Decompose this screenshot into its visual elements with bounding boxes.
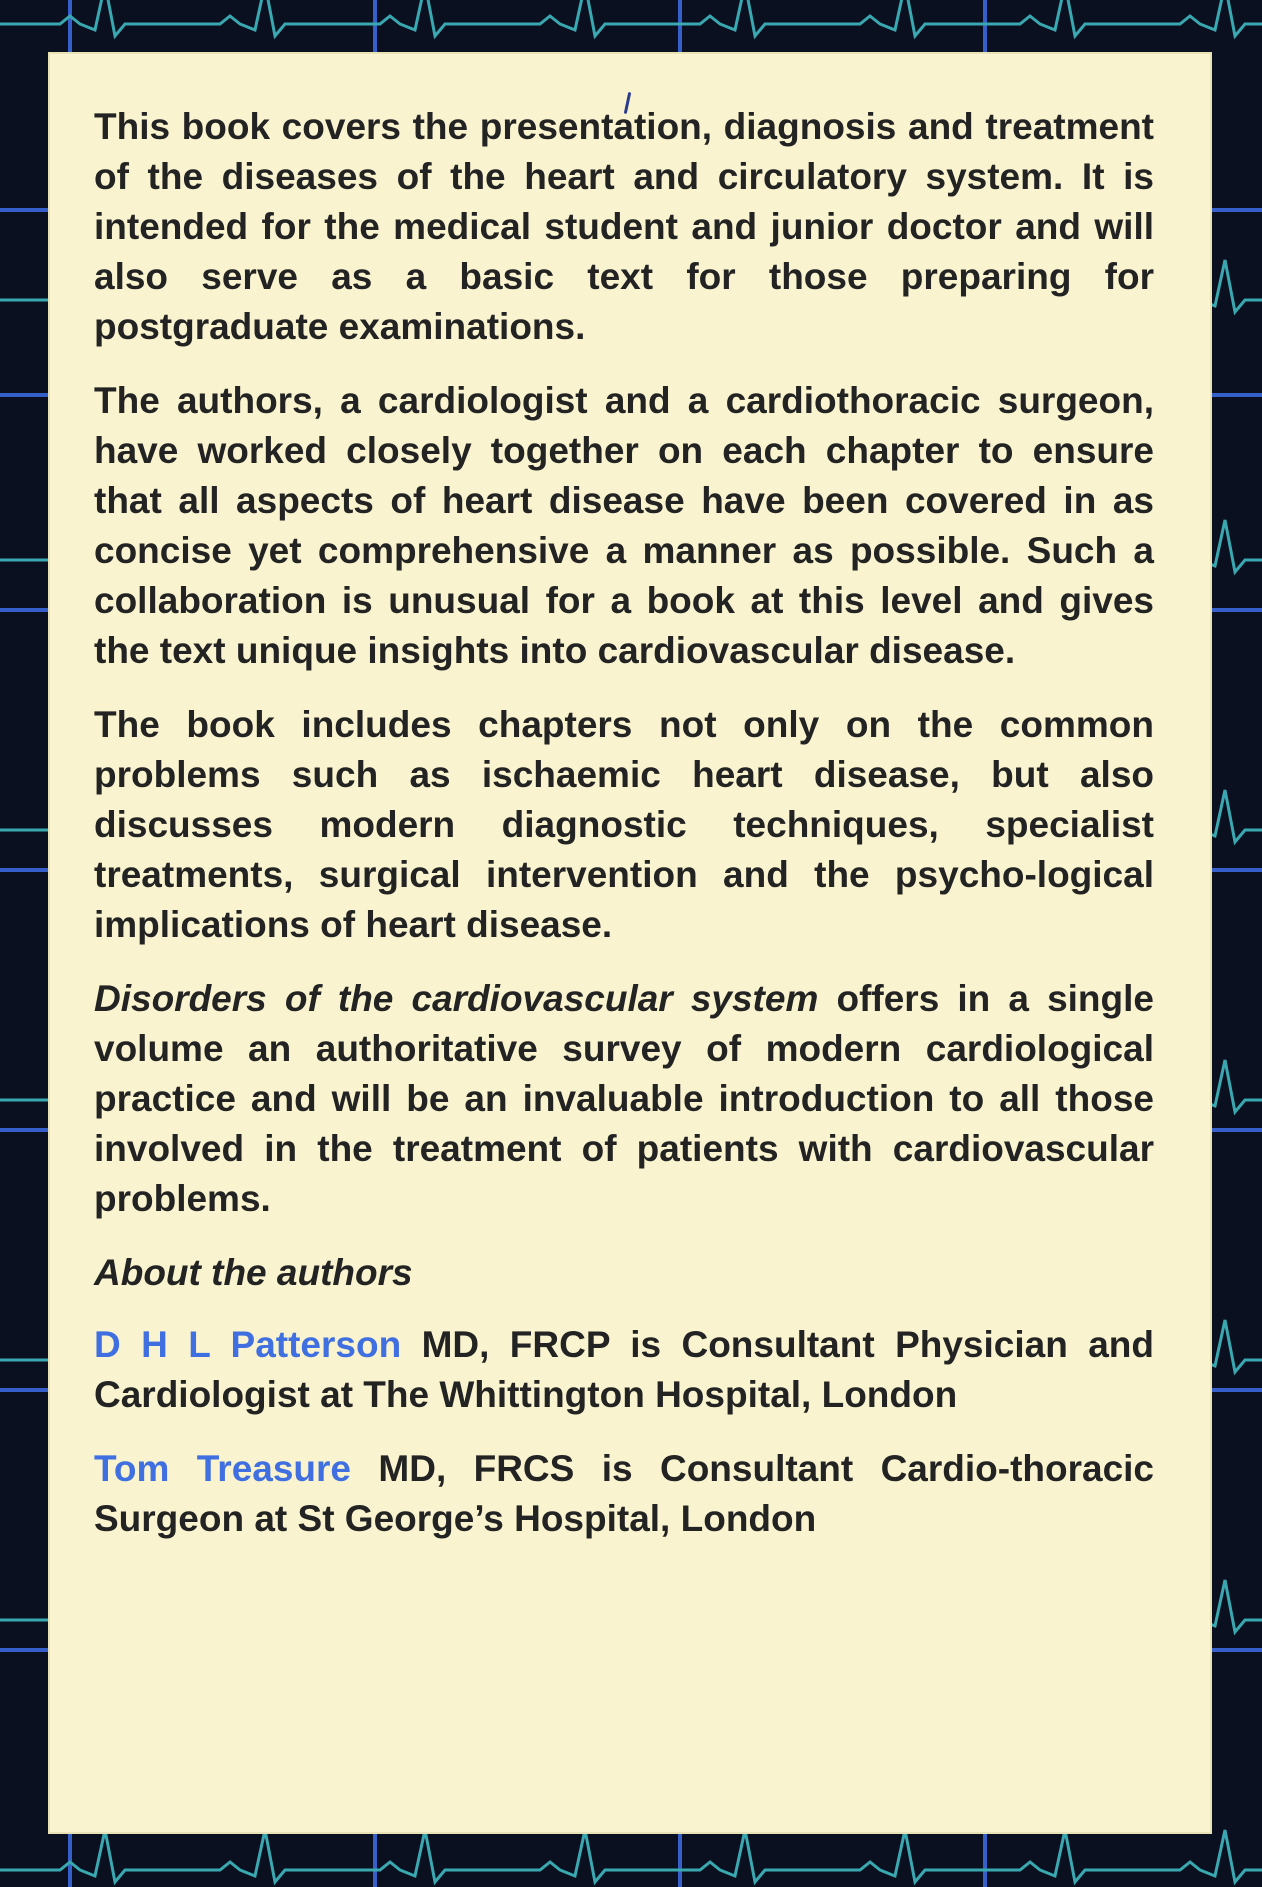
paragraph-intro: This book covers the presentation, diagnosis and treatment of the diseases of the heart and circulatory system. It is intended for the medical student and junior doctor and will also serve as a basic text for those preparing for postgraduate examinations. bbox=[94, 106, 1154, 347]
author-name-patterson: D H L Patterson bbox=[94, 1324, 402, 1365]
author-entry-patterson bbox=[94, 1320, 1154, 1420]
paragraph-chapters: The book includes chapters not only on the common problems such as ischaemic heart disease, but also discusses modern diagnostic techniques, specialist treatments, surgical intervention and the psycho-logical implications of heart disease. bbox=[94, 704, 1154, 945]
back-cover-panel bbox=[48, 52, 1212, 1834]
book-title: Disorders of the cardiovascular system bbox=[94, 978, 819, 1019]
author-name-treasure: Tom Treasure bbox=[94, 1448, 352, 1489]
author-bio-treasure: MD, FRCS is Consultant Cardio-thoracic Surgeon at St George’s Hospital, London bbox=[94, 1448, 1154, 1539]
blurb-content bbox=[94, 102, 1154, 1568]
about-authors-heading: About the authors bbox=[94, 1252, 413, 1293]
ecg-trace bbox=[0, 0, 1262, 36]
closing-text: offers in a single volume an authoritative survey of modern cardiological practice and will be an invaluable introduction to all those involved in the treatment of patients with cardiovascular problems. bbox=[94, 978, 1154, 1219]
ecg-trace bbox=[0, 1830, 1262, 1882]
author-entry-treasure bbox=[94, 1444, 1154, 1544]
paragraph-authors: The authors, a cardiologist and a cardiothoracic surgeon, have worked closely together on each chapter to ensure that all aspects of heart disease have been covered in as concise yet comprehensive a manner as possible. Such a collaboration is unusual for a book at this level and gives the text unique insights into cardiovascular disease. bbox=[94, 380, 1154, 671]
author-bio-patterson: MD, FRCP is Consultant Physician and Cardiologist at The Whittington Hospital, London bbox=[94, 1324, 1154, 1415]
paragraph-closing bbox=[94, 974, 1154, 1224]
